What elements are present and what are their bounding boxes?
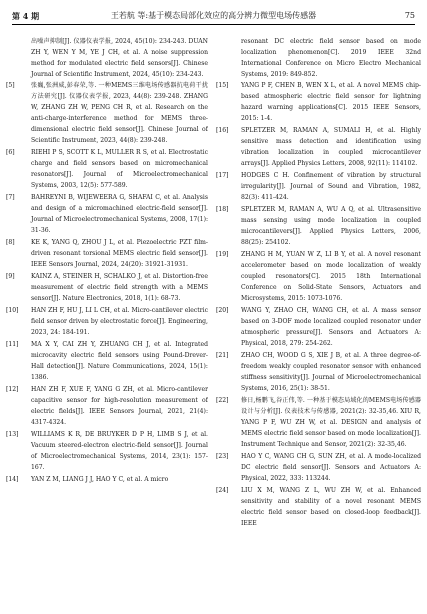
reference-number: [17]	[216, 172, 229, 179]
reference-text: YANG P F, CHEN B, WEN X L, et al. A novel MEMS chip-based atmospheric electric field sensor for lightning hazard warning applications[C]. 2015 IEEE Sensors, 2015: 1-4.	[241, 82, 421, 122]
reference-number: [19]	[216, 251, 229, 258]
reference-text: KAINZ A, STEINER H, SCHALKO J, et al. Distortion-free measurement of electric field strength with a MEMS sensor[J]. Nature Electronics, 2018, 1(1): 68-73.	[31, 273, 208, 302]
reference-text: HODGES C H. Confinement of vibration by structural irregularity[J]. Journal of Sound and Vibration, 1982, 82(3): 411-424.	[241, 172, 421, 201]
reference-number: [18]	[216, 206, 229, 213]
reference-entry	[6, 192, 208, 236]
reference-entry	[6, 474, 208, 485]
reference-entry	[216, 249, 421, 304]
reference-entry	[6, 80, 208, 146]
reference-number: [9]	[6, 273, 15, 280]
reference-number: [11]	[6, 341, 19, 348]
reference-entry	[216, 305, 421, 349]
reference-list-right	[216, 80, 421, 529]
reference-text: LIU X M, WANG Z L, WU ZH W, et al. Enhanced sensitivity and stability of a novel resonant MEMS electric field sensor based on closed-loop feedback[J]. IEEE	[241, 487, 421, 527]
reference-text: BAHREYNI B, WIJEWEERA G, SHAFAI C, et al. Analysis and design of a micromachined electric-field sensor[J]. Journal of Microelectromechanical Systems, 2008, 17(1): 31-36.	[31, 194, 208, 234]
reference-continuation: resonant DC electric field sensor based on mode localization phenomenon[C]. 2019 IEEE 32nd International Conference on Micro Electro Mechanical Systems, 2019: 849-852.	[241, 38, 421, 78]
reference-text: YAN Z M, LIANG J J, HAO Y C, et al. A micro	[31, 476, 169, 483]
reference-number: [22]	[216, 397, 229, 404]
reference-entry	[6, 305, 208, 338]
reference-text: 张巍,张洲威,彭春荣,等. 一种MEMS三维电场传感器抗电荷干扰方法研究[J]. 仪器仪表学报, 2023, 44(8): 239-248. ZHANG W, ZHANG ZH W, PENG CH R, et al. Research on the anti-charge-interference method for MEMS three-dimensional electric field sensor[J]. Chinese Journal of Scientific Instrument, 2023, 44(8): 239-248.	[31, 82, 208, 144]
reference-number: [6]	[6, 149, 15, 156]
reference-text: HAN ZH F, HU J, LI L CH, et al. Micro-cantilever electric field sensor driven by electrostatic force[J]. Engineering, 2023, 24: 184-191.	[31, 307, 208, 336]
reference-text: ZHAO CH, WOOD G S, XIE J B, et al. A three degree-of-freedom weakly coupled resonator sensor with enhanced stiffness sensitivity[J]. Journal of Microelectromechanical Systems, 2016, 25(1): 38-51.	[241, 352, 421, 392]
reference-number: [10]	[6, 307, 19, 314]
reference-number: [20]	[216, 307, 229, 314]
reference-entry	[216, 125, 421, 169]
reference-number: [7]	[6, 194, 15, 201]
reference-column-left	[6, 36, 208, 610]
page-number: 75	[404, 11, 415, 20]
reference-text: MA X Y, CAI ZH Y, ZHUANG CH J, et al. Integrated microcavity electric field sensors using Pound-Drever-Hall detection[J]. Nature Communications, 2024, 15(1): 1386.	[31, 341, 208, 381]
reference-entry	[6, 384, 208, 428]
reference-number: [23]	[216, 453, 229, 460]
reference-text: WILLIAMS K R, DE BRUYKER D P H, LIMB S J, et al. Vacuum steered-electron electric-field sensor[J]. Journal of Microelectromechanical Systems, 2014, 23(1): 157-167.	[31, 431, 208, 471]
reference-text: SPLETZER M, RAMAN A, WU A Q, et al. Ultrasensitive mass sensing using mode localization in coupled microcantilevers[J]. Applied Physics Letters, 2006, 88(25): 254102.	[241, 206, 421, 246]
reference-number: [15]	[216, 82, 229, 89]
reference-entry	[216, 451, 421, 484]
reference-text: RIEHI P S, SCOTT K L, MULLER R S, et al. Electrostatic charge and field sensors based on micromechanical resonators[J]. Journal of Microelectromechanical Systems, 2003, 12(5): 577-589.	[31, 149, 208, 189]
reference-number: [13]	[6, 431, 19, 438]
reference-entry	[216, 350, 421, 394]
reference-entry	[216, 395, 421, 450]
reference-continuation: 出噪声抑制[J]. 仪器仪表学报, 2024, 45(10): 234-243. DUAN ZH Y, WEN Y M, YE J CH, et al. A noise suppression method for modulated electric field sensors[J]. Chinese Journal of Scientific Instrument, 2024, 45(10): 234-243.	[31, 38, 208, 78]
reference-number: [5]	[6, 82, 15, 89]
issue-label: 第 4 期	[12, 11, 40, 21]
reference-list-left	[6, 80, 208, 485]
reference-text: ZHANG H M, YUAN W Z, LI B Y, et al. A novel resonant accelerometer based on mode localization of weakly coupled resonators[C]. 2015 18th International Conference on Solid-State Sensors, Actuators and Microsystems, 2015: 1073-1076.	[241, 251, 421, 302]
reference-text: HAN ZH F, XUE F, YANG G ZH, et al. Micro-cantilever capacitive sensor for high-resolution measurement of electric fields[J]. IEEE Sensors Journal, 2021, 21(4): 4317-4324.	[31, 386, 208, 426]
reference-entry	[216, 204, 421, 248]
reference-number: [12]	[6, 386, 19, 393]
reference-text: 修日,杨鹏飞,谷正伟,等. 一种基于模态局域化的MEMS电场传感器设计与分析[J]. 仪表技术与传感器, 2021(2): 32-35,46. XIU R, YANG P F, WU ZH W, et al. DESIGN and analysis of MEMS electric field sensor based on mode localization[J]. Instrument Technique and Sensor, 2021(2): 32-35,46.	[241, 397, 421, 448]
reference-number: [21]	[216, 352, 229, 359]
reference-entry	[6, 429, 208, 473]
reference-number: [8]	[6, 239, 15, 246]
reference-text: HAO Y C, WANG CH G, SUN ZH, et al. A mode-localized DC electric field sensor[J]. Sensors and Actuators A: Physical, 2022, 333: 113244.	[241, 453, 421, 482]
reference-text: KE K, YANG Q, ZHOU J L, et al. Piezoelectric PZT film-driven resonant torsional MEMS electric field sensor[J]. IEEE Sensors Journal, 2024, 24(20): 31921-31931.	[31, 239, 208, 268]
reference-entry	[216, 485, 421, 529]
reference-entry	[6, 147, 208, 191]
reference-entry	[6, 271, 208, 304]
running-title: 王若航 等:基于模态局部化效应的高分辨力微型电场传感器	[110, 11, 317, 20]
reference-text: WANG Y, ZHAO CH, WANG CH, et al. A mass sensor based on 3-DOF mode localized coupled resonator under atmospheric pressure[J]. Sensors and Actuators A: Physical, 2018, 279: 254-262.	[241, 307, 421, 347]
reference-number: [14]	[6, 476, 19, 483]
reference-entry	[6, 339, 208, 383]
reference-entry	[216, 170, 421, 203]
reference-entry	[6, 237, 208, 270]
reference-entry	[216, 80, 421, 124]
reference-number: [24]	[216, 487, 229, 494]
page-header	[12, 10, 415, 25]
reference-text: SPLETZER M, RAMAN A, SUMALI H, et al. Highly sensitive mass detection and identification using vibration localization in coupled microcantilever arrays[J]. Applied Physics Letters, 2008, 92(11): 114102.	[241, 127, 421, 167]
reference-number: [16]	[216, 127, 229, 134]
reference-column-right	[216, 36, 421, 610]
